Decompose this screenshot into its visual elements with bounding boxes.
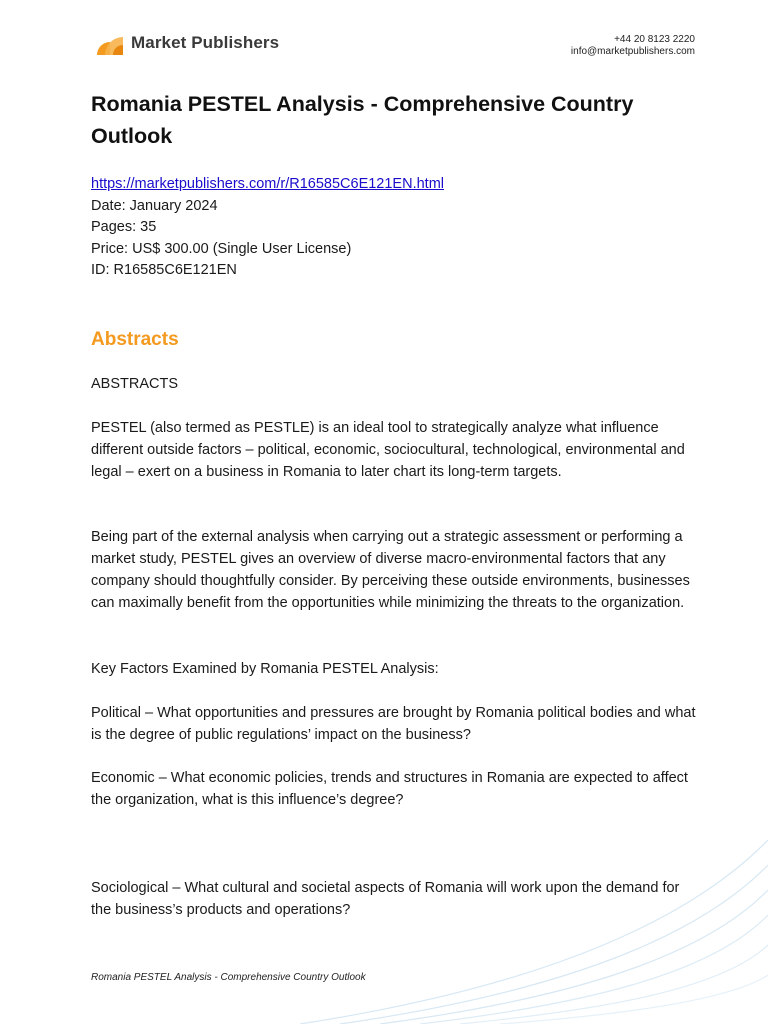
document-price: Price: US$ 300.00 (Single User License) — [91, 240, 352, 257]
document-pages: Pages: 35 — [91, 219, 157, 235]
contact-phone: +44 20 8123 2220 — [614, 34, 695, 45]
document-id: ID: R16585C6E121EN — [91, 262, 237, 278]
abstracts-heading: Abstracts — [91, 329, 179, 350]
document-url-link[interactable]: https://marketpublishers.com/r/R16585C6E121EN.html — [91, 176, 444, 192]
document-meta — [91, 174, 444, 282]
paragraph-political: Political – What opportunities and pressures are brought by Romania political bodies and what is the degree of public regulations’ impact on the business? — [91, 705, 696, 743]
document-date: Date: January 2024 — [91, 197, 218, 214]
contact-email[interactable]: info@marketpublishers.com — [570, 46, 695, 57]
contact-info — [571, 34, 695, 58]
page-footer: Romania PESTEL Analysis - Comprehensive Country Outlook — [91, 972, 366, 983]
paragraph-economic: Economic – What economic policies, trends and structures in Romania are expected to affect the organization, what is this influence’s degree? — [91, 770, 688, 808]
paragraph-key-factors: Key Factors Examined by Romania PESTEL Analysis: — [91, 661, 439, 677]
document-title: Romania PESTEL Analysis - Comprehensive Country Outlook — [91, 92, 634, 148]
abstracts-label: ABSTRACTS — [91, 376, 179, 392]
brand-logo[interactable] — [95, 28, 279, 58]
paragraph-external-analysis: Being part of the external analysis when carrying out a strategic assessment or performing a market study, PESTEL gives an overview of diverse macro-environmental factors that any company should thoughtfully consider. By perceiving these outside environments, businesses can maximally benefit from the opportunities while minimizing the threats to the organization. — [91, 529, 690, 611]
brand-name: Market Publishers — [131, 33, 280, 52]
paragraph-pestel-intro: PESTEL (also termed as PESTLE) is an ideal tool to strategically analyze what influence different outside factors – political, economic, sociocultural, technological, environmental and legal – exert on a business in Romania to later chart its long-term targets. — [91, 420, 685, 480]
paragraph-sociological: Sociological – What cultural and societal aspects of Romania will work upon the demand for the business’s products and operations? — [91, 880, 680, 918]
market-publishers-logo-icon — [95, 29, 125, 57]
